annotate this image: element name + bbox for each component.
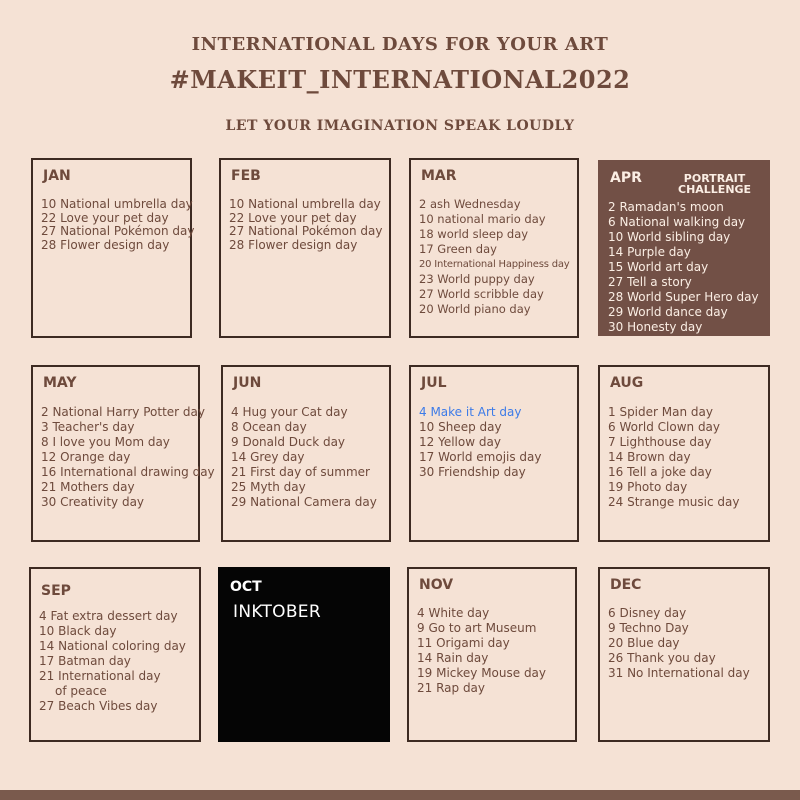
day-item: 4 Hug your Cat day	[231, 405, 348, 419]
day-item: 21 Mothers day	[41, 480, 135, 494]
day-item: 21 First day of summer	[231, 465, 370, 479]
day-item: 14 Grey day	[231, 450, 305, 464]
month-label: OCT	[230, 579, 262, 595]
month-card-apr	[598, 160, 770, 336]
day-item: 29 National Camera day	[231, 495, 377, 509]
day-item: 18 world sleep day	[419, 227, 529, 241]
month-card-aug	[598, 365, 770, 542]
day-item: 20 World piano day	[419, 302, 531, 316]
day-item: 2 National Harry Potter day	[41, 405, 205, 419]
month-label: AUG	[610, 375, 644, 391]
day-item: 12 Orange day	[41, 450, 131, 464]
bottom-bar	[0, 790, 800, 800]
day-list	[419, 197, 573, 317]
day-item: 21 International day	[39, 669, 161, 683]
month-card-sep	[29, 567, 201, 742]
day-list	[419, 405, 573, 480]
header-title: INTERNATIONAL DAYS FOR YOUR ART	[191, 34, 609, 55]
day-item: 17 World emojis day	[419, 450, 542, 464]
day-item: 9 Donald Duck day	[231, 435, 346, 449]
day-list	[231, 405, 385, 510]
month-label: NOV	[419, 577, 454, 593]
day-item: 22 Love your pet day	[41, 210, 169, 225]
day-item: 26 Thank you day	[608, 651, 716, 665]
day-item: 10 World sibling day	[608, 230, 731, 244]
day-item: 4 White day	[417, 606, 490, 620]
day-item: 3 Teacher's day	[41, 420, 135, 434]
day-item: 10 national mario day	[419, 212, 546, 226]
day-item: 19 Mickey Mouse day	[417, 666, 547, 680]
month-label: JUL	[421, 375, 447, 391]
month-label: APR	[610, 170, 642, 186]
day-item-link[interactable]: 4 Make it Art day	[419, 405, 522, 419]
month-label: DEC	[610, 577, 642, 593]
day-list	[417, 606, 571, 696]
day-item: 30 Creativity day	[41, 495, 145, 509]
day-item: 17 Green day	[419, 242, 497, 256]
day-item: 27 Beach Vibes day	[39, 699, 158, 713]
day-item: 14 Brown day	[608, 450, 691, 464]
day-item: 6 National walking day	[608, 215, 746, 229]
month-card-jun	[221, 365, 391, 542]
day-list	[39, 609, 195, 714]
month-card-may	[31, 365, 215, 542]
day-item: 30 Honesty day	[608, 320, 703, 334]
day-item: 12 Yellow day	[419, 435, 501, 449]
month-label: JAN	[43, 168, 71, 184]
day-item: 6 World Clown day	[608, 420, 721, 434]
day-item: 11 Origami day	[417, 636, 510, 650]
day-item: 10 Sheep day	[419, 420, 502, 434]
day-item: 21 Rap day	[417, 681, 486, 695]
day-item: 28 Flower design day	[229, 237, 358, 252]
month-card-mar	[409, 158, 579, 338]
day-item: 2 Ramadan's moon	[608, 200, 724, 214]
day-item: 14 Rain day	[417, 651, 489, 665]
hashtag-title: #MAKEIT_INTERNATIONAL2022	[169, 65, 631, 94]
day-item: 17 Batman day	[39, 654, 131, 668]
day-item: 27 National Pokémon day	[41, 224, 195, 238]
day-item: of peace	[55, 684, 107, 698]
month-label: JUN	[233, 375, 262, 391]
inktober-label: INKTOBER	[233, 602, 321, 622]
day-item: 2 ash Wednesday	[419, 197, 521, 211]
day-item: 14 National coloring day	[39, 639, 186, 653]
day-item: 27 World scribble day	[419, 287, 544, 301]
month-card-nov	[407, 567, 577, 742]
day-item: 31 No International day	[608, 666, 750, 680]
portrait-challenge-label: PORTRAIT CHALLENGE	[678, 172, 752, 196]
month-card-dec	[598, 567, 770, 742]
day-list	[608, 200, 764, 335]
day-item: 23 World puppy day	[419, 272, 535, 286]
day-item: 25 Myth day	[231, 480, 306, 494]
day-item: 7 Lighthouse day	[608, 435, 712, 449]
month-label: MAR	[421, 168, 457, 184]
day-item: 29 World dance day	[608, 305, 728, 319]
month-label: SEP	[41, 583, 71, 599]
month-card-feb	[219, 158, 391, 338]
day-item: 8 I love you Mom day	[41, 435, 170, 449]
day-item: 28 Flower design day	[41, 237, 170, 252]
day-item: 28 World Super Hero day	[608, 290, 759, 304]
day-item: 16 International drawing day	[41, 465, 215, 479]
month-label: MAY	[43, 375, 77, 391]
day-list	[608, 606, 764, 681]
day-item: 6 Disney day	[608, 606, 687, 620]
month-card-jul	[409, 365, 579, 542]
month-card-oct	[218, 567, 390, 742]
day-item: 9 Techno Day	[608, 621, 689, 635]
day-item: 19 Photo day	[608, 480, 688, 494]
day-item: 8 Ocean day	[231, 420, 307, 434]
day-list	[41, 197, 195, 252]
day-item: 20 International Happiness day	[419, 259, 570, 270]
day-item: 24 Strange music day	[608, 495, 740, 509]
day-item: 27 National Pokémon day	[229, 224, 383, 238]
day-item: 27 Tell a story	[608, 275, 692, 289]
header-subtitle: LET YOUR IMAGINATION SPEAK LOUDLY	[225, 118, 575, 134]
day-list	[229, 198, 385, 252]
day-item: 16 Tell a joke day	[608, 465, 712, 479]
day-item: 9 Go to art Museum	[417, 621, 537, 635]
day-item: 15 World art day	[608, 260, 709, 274]
day-list	[608, 405, 764, 510]
day-item: 1 Spider Man day	[608, 405, 713, 419]
day-item: 20 Blue day	[608, 636, 680, 650]
month-card-jan	[31, 158, 195, 338]
day-item: 10 Black day	[39, 624, 117, 638]
day-item: 10 National umbrella day	[229, 197, 381, 211]
day-item: 30 Friendship day	[419, 465, 526, 479]
day-item: 10 National umbrella day	[41, 197, 193, 211]
month-label: FEB	[231, 168, 261, 184]
day-item: 4 Fat extra dessert day	[39, 609, 178, 623]
day-item: 22 Love your pet day	[229, 210, 357, 225]
day-list	[41, 405, 215, 510]
day-item: 14 Purple day	[608, 245, 691, 259]
